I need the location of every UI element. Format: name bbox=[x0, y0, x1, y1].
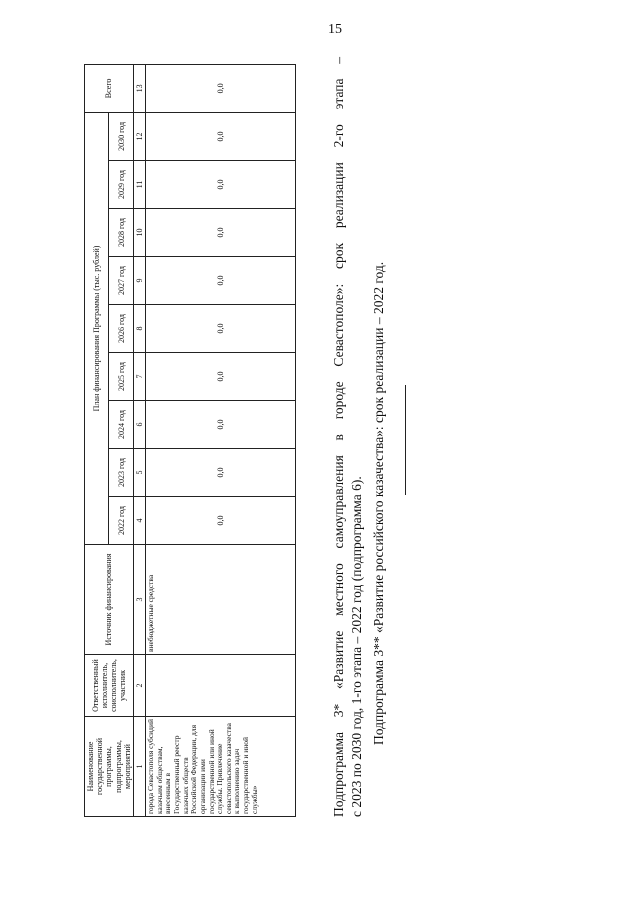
column-number-row bbox=[133, 64, 145, 816]
column-number: 4 bbox=[133, 497, 145, 545]
row-value: 0,0 bbox=[146, 401, 296, 449]
footnote-subprogram-3-star-cont: с 2023 по 2030 год, 1-го этапа – 2022 год (подпрограмма 6). bbox=[349, 476, 364, 817]
header-executor: Ответственный исполнитель, соисполнитель, участник bbox=[85, 655, 134, 717]
column-number: 6 bbox=[133, 401, 145, 449]
header-year: 2022 год bbox=[109, 497, 133, 545]
header-year: 2025 год bbox=[109, 353, 133, 401]
column-number: 11 bbox=[133, 161, 145, 209]
header-year: 2028 год bbox=[109, 209, 133, 257]
row-total: 0,0 bbox=[146, 64, 296, 112]
header-year: 2027 год bbox=[109, 257, 133, 305]
row-value: 0,0 bbox=[146, 353, 296, 401]
header-name: Наименование государственной программы, подпрограммы, мероприятий bbox=[85, 717, 134, 817]
column-number: 8 bbox=[133, 305, 145, 353]
column-number: 13 bbox=[133, 64, 145, 112]
row-value: 0,0 bbox=[146, 449, 296, 497]
row-value: 0,0 bbox=[146, 161, 296, 209]
row-value: 0,0 bbox=[146, 112, 296, 160]
row-source: внебюджетные средства bbox=[146, 545, 296, 655]
column-number: 9 bbox=[133, 257, 145, 305]
row-name: города Севастополя субсидий казачьим обществам, внесенным в Государственный реестр казачьих обществ Российской Федерации, для организации ими государственной или иной службы. Привлечение севастопольского казачества к выполнению задач государственной и иной службы» bbox=[146, 717, 296, 817]
table-row bbox=[146, 64, 296, 816]
header-year: 2024 год bbox=[109, 401, 133, 449]
financing-table bbox=[84, 64, 296, 817]
row-value: 0,0 bbox=[146, 305, 296, 353]
header-year: 2023 год bbox=[109, 449, 133, 497]
header-plan: План финансирования Программы (тыс. рублей) bbox=[85, 112, 109, 544]
footnote-subprogram-3-double-star: Подпрограмма 3** «Развитие российского казачества»: срок реализации – 2022 год. bbox=[371, 261, 386, 745]
column-number: 1 bbox=[133, 717, 145, 817]
header-row-1 bbox=[85, 64, 109, 816]
header-source: Источник финансирования bbox=[85, 545, 134, 655]
column-number: 3 bbox=[133, 545, 145, 655]
separator-line bbox=[405, 385, 406, 495]
footnote-subprogram-3-star: Подпрограмма 3* «Развитие местного самоуправления в городе Севастополе»: срок реализации 2-го этапа – bbox=[331, 57, 346, 817]
row-value: 0,0 bbox=[146, 257, 296, 305]
header-total: Всего bbox=[85, 64, 134, 112]
column-number: 5 bbox=[133, 449, 145, 497]
column-number: 7 bbox=[133, 353, 145, 401]
page-number: 15 bbox=[328, 22, 342, 37]
row-executor bbox=[146, 655, 296, 717]
column-number: 2 bbox=[133, 655, 145, 717]
column-number: 12 bbox=[133, 112, 145, 160]
header-year: 2026 год bbox=[109, 305, 133, 353]
row-value: 0,0 bbox=[146, 497, 296, 545]
row-value: 0,0 bbox=[146, 209, 296, 257]
header-year: 2030 год bbox=[109, 112, 133, 160]
header-year: 2029 год bbox=[109, 161, 133, 209]
column-number: 10 bbox=[133, 209, 145, 257]
